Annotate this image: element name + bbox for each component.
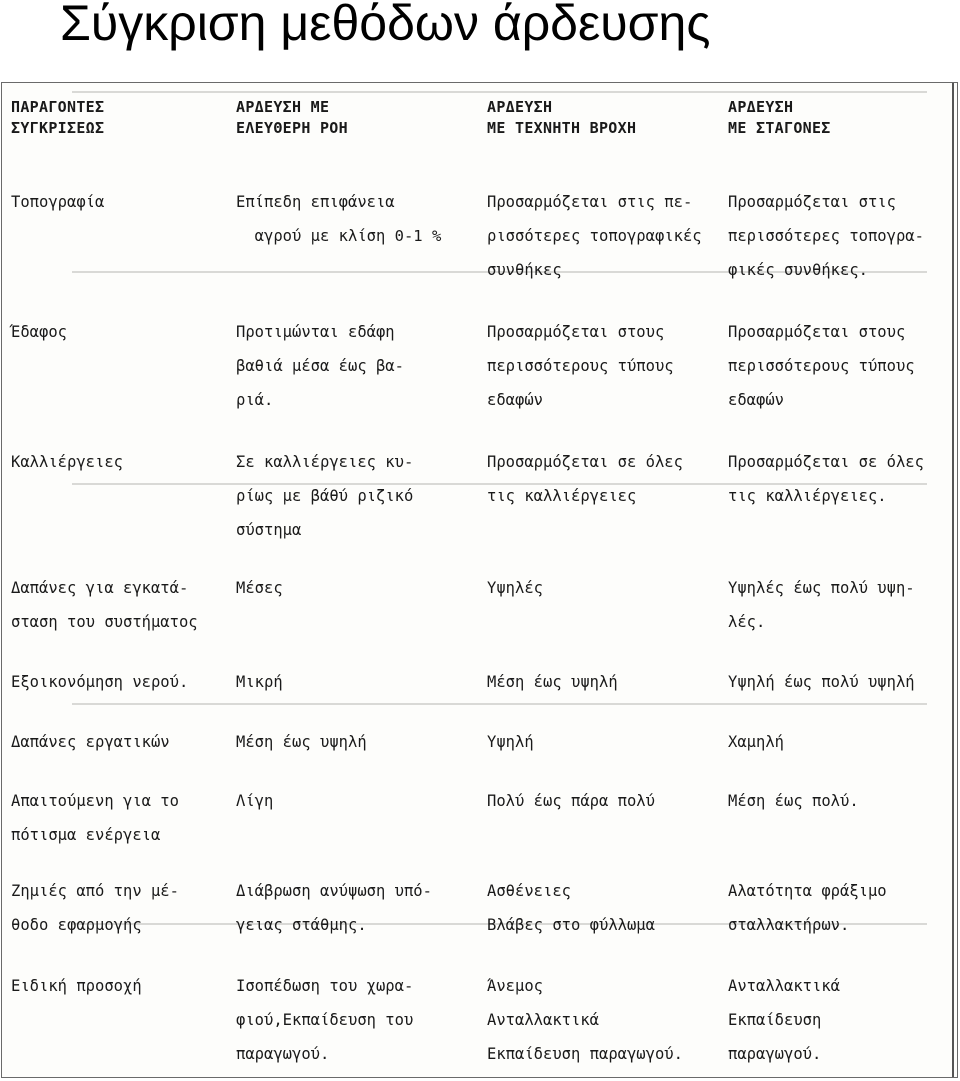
- row-label: Έδαφος: [11, 323, 67, 341]
- cell-free-flow: Διάβρωση ανύψωση υπό- γειας στάθμης.: [236, 882, 432, 934]
- row-label: Ειδική προσοχή: [11, 977, 142, 995]
- cell-drip: Υψηλή έως πολύ υψηλή: [728, 673, 915, 691]
- cell-sprinkler: Υψηλή: [487, 733, 534, 751]
- cell-drip: Υψηλές έως πολύ υψη- λές.: [728, 579, 915, 631]
- cell-sprinkler: Προσαρμόζεται σε όλες τις καλλιέργειες: [487, 453, 683, 505]
- cell-drip: Μέση έως πολύ.: [728, 792, 859, 810]
- row-label: Δαπάνες για εγκατά- σταση του συστήματος: [11, 579, 198, 631]
- cell-drip: Προσαρμόζεται σε όλες τις καλλιέργειες.: [728, 453, 924, 505]
- cell-free-flow: Ισοπέδωση του χωρα- φιού,Εκπαίδευση του παραγωγού.: [236, 977, 414, 1063]
- cell-drip: Προσαρμόζεται στις περισσότερες τοπογρα- φικές συνθήκες.: [728, 193, 924, 279]
- page-title: Σύγκριση μεθόδων άρδευσης: [60, 0, 711, 51]
- cell-sprinkler: Πολύ έως πάρα πολύ: [487, 792, 655, 810]
- header-factors: ΠΑΡΑΓΟΝΤΕΣ ΣΥΓΚΡΙΣΕΩΣ: [11, 98, 105, 137]
- row-label: Τοπογραφία: [11, 193, 105, 211]
- cell-free-flow: Μέση έως υψηλή: [236, 733, 367, 751]
- cell-sprinkler: Προσαρμόζεται στους περισσότερους τύπους εδαφών: [487, 323, 674, 409]
- header-drip: ΑΡΔΕΥΣΗ ΜΕ ΣΤΑΓΟΝΕΣ: [728, 98, 831, 137]
- row-label: Δαπάνες εργατικών: [11, 733, 170, 751]
- cell-free-flow: Προτιμώνται εδάφη βαθιά μέσα έως βα- ριά.: [236, 323, 404, 409]
- cell-sprinkler: Μέση έως υψηλή: [487, 673, 618, 691]
- cell-drip: Προσαρμόζεται στους περισσότερους τύπους εδαφών: [728, 323, 915, 409]
- table-right-rule: [952, 83, 954, 1077]
- cell-free-flow: Λίγη: [236, 792, 274, 810]
- cell-free-flow: Σε καλλιέργειες κυ- ρίως με βάθύ ριζικό σύστημα: [236, 453, 414, 539]
- header-sprinkler: ΑΡΔΕΥΣΗ ΜΕ ΤΕΧΝΗΤΗ ΒΡΟΧΗ: [487, 98, 637, 137]
- row-label: Ζημιές από την μέ- θοδο εφαρμογής: [11, 882, 179, 934]
- scanned-table: [1, 82, 958, 1078]
- cell-sprinkler: Άνεμος Ανταλλακτικά Εκπαίδευση παραγωγού.: [487, 977, 683, 1063]
- cell-drip: Χαμηλή: [728, 733, 784, 751]
- cell-drip: Αλατότητα φράξιμο σταλλακτήρων.: [728, 882, 887, 934]
- cell-sprinkler: Ασθένειες Βλάβες στο φύλλωμα: [487, 882, 655, 934]
- row-label: Εξοικονόμηση νερού.: [11, 673, 189, 691]
- cell-drip: Ανταλλακτικά Εκπαίδευση παραγωγού.: [728, 977, 840, 1063]
- row-label: Απαιτούμενη για το πότισμα ενέργεια: [11, 792, 179, 844]
- row-label: Καλλιέργειες: [11, 453, 123, 471]
- cell-free-flow: Επίπεδη επιφάνεια αγρού με κλίση 0-1 %: [236, 193, 442, 245]
- cell-free-flow: Μικρή: [236, 673, 283, 691]
- cell-free-flow: Μέσες: [236, 579, 283, 597]
- cell-sprinkler: Υψηλές: [487, 579, 543, 597]
- header-free-flow: ΑΡΔΕΥΣΗ ΜΕ ΕΛΕΥΘΕΡΗ ΡΟΗ: [236, 98, 348, 137]
- cell-sprinkler: Προσαρμόζεται στις πε- ρισσότερες τοπογραφικές συνθήκες: [487, 193, 702, 279]
